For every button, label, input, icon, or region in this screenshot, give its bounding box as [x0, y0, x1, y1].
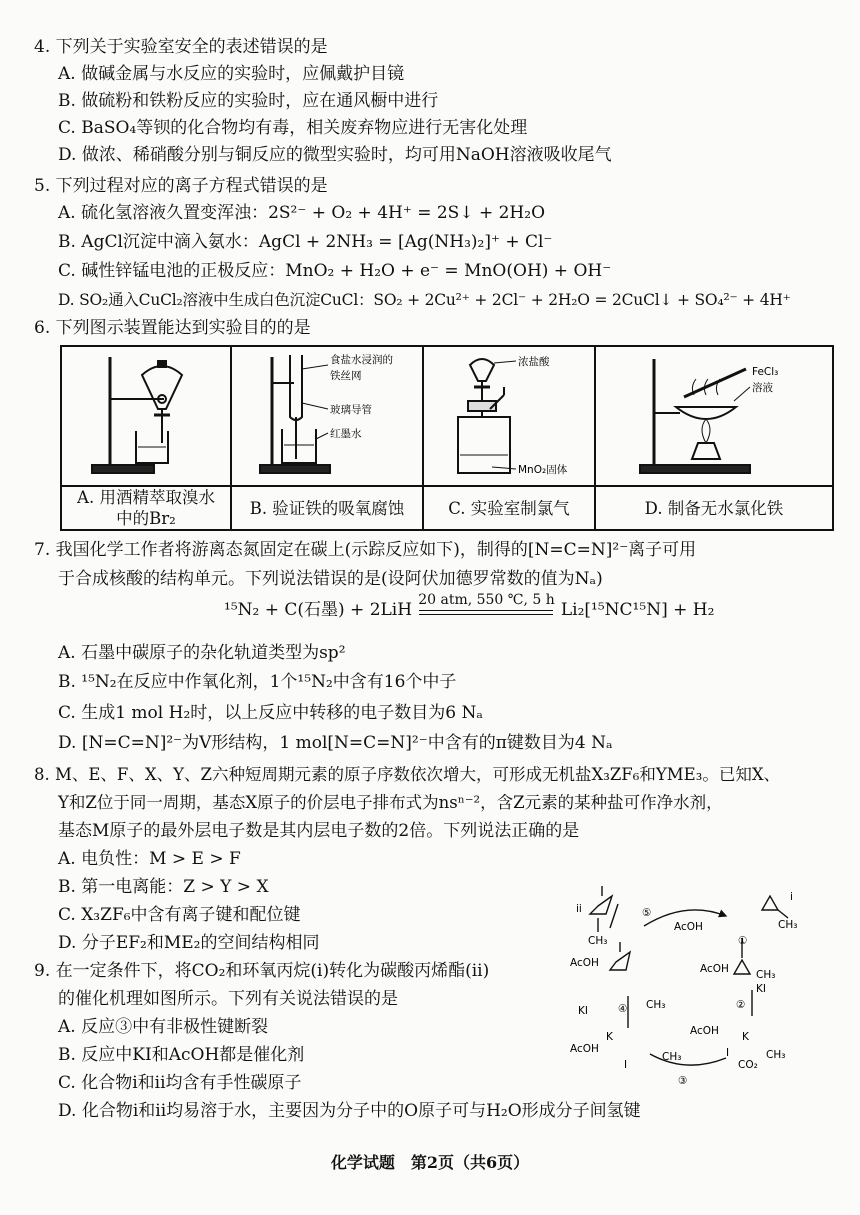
q5-option-a: A. 硫化氢溶液久置变浑浊：2S²⁻ + O₂ + 4H⁺ = 2S↓ + 2H₂O — [58, 203, 546, 223]
q8-stem-line1: 8. M、E、F、X、Y、Z六种短周期元素的原子序数依次增大，可形成无机盐X₃ZF₆和YME₃。已知X、 — [34, 765, 781, 784]
q5-option-d: D. SO₂通入CuCl₂溶液中生成白色沉淀CuCl：SO₂ + 2Cu²⁺ + 2Cl⁻ + 2H₂O = 2CuCl↓ + SO₄²⁻ + 4H⁺ — [58, 291, 791, 309]
catalytic-cycle-figure — [566, 878, 806, 1096]
equation-reactants: ¹⁵N₂ + C(石墨) + 2LiH — [224, 600, 413, 620]
caption-d: D. 制备无水氯化铁 — [595, 486, 833, 530]
label-mno2-solid: MnO₂固体 — [518, 464, 568, 476]
label-k-right: K — [742, 1031, 749, 1043]
page-footer: 化学试题 第2页（共6页） — [330, 1153, 530, 1172]
equation-products: Li₂[¹⁵NC¹⁵N] + H₂ — [560, 600, 715, 620]
label-solution: 溶液 — [752, 382, 773, 394]
step-5: ⑤ — [642, 907, 652, 919]
apparatus-c-figure — [423, 346, 595, 486]
apparatus-d-figure — [595, 346, 833, 486]
q7-option-a: A. 石墨中碳原子的杂化轨道类型为sp² — [58, 643, 346, 663]
caption-a-line2: 中的Br₂ — [116, 509, 176, 528]
label-ch3-i: CH₃ — [778, 919, 798, 931]
label-ch3-lower-right: CH₃ — [766, 1049, 786, 1061]
q7-option-d: D. [N=C=N]²⁻为V形结构，1 mol[N=C=N]²⁻中含有的π键数目为4 Nₐ — [58, 733, 613, 753]
q4-option-a: A. 做碱金属与水反应的实验时，应佩戴护目镜 — [58, 64, 405, 84]
step-1: ① — [738, 935, 748, 947]
q7-option-b: B. ¹⁵N₂在反应中作氧化剂，1个¹⁵N₂中含有16个中子 — [58, 672, 457, 692]
q4-stem: 4. 下列关于实验室安全的表述错误的是 — [34, 37, 328, 57]
label-i-left: I — [624, 1059, 628, 1071]
q5-stem: 5. 下列过程对应的离子方程式错误的是 — [34, 176, 328, 196]
label-acoh-lower-right: AcOH — [690, 1025, 719, 1037]
label-salt-water: 食盐水浸润的 — [330, 354, 393, 366]
q8-stem-line2: Y和Z位于同一周期，基态X原子的价层电子排布式为nsⁿ⁻²，含Z元素的某种盐可作净水剂， — [58, 793, 723, 812]
q5-option-b: B. AgCl沉淀中滴入氨水：AgCl + 2NH₃ = [Ag(NH₃)₂]⁺ + Cl⁻ — [58, 232, 553, 252]
separatory-funnel-apparatus-icon — [62, 347, 230, 481]
label-k-left: K — [606, 1031, 613, 1043]
q7-stem-line1: 7. 我国化学工作者将游离态氮固定在碳上(示踪反应如下)，制得的[N=C=N]²⁻离子可用 — [34, 540, 697, 560]
q9-stem-line1: 9. 在一定条件下，将CO₂和环氧丙烷(i)转化为碳酸丙烯酯(ii) — [34, 961, 490, 981]
q5-option-c: C. 碱性锌锰电池的正极反应：MnO₂ + H₂O + e⁻ = MnO(OH) + OH⁻ — [58, 261, 612, 281]
label-red-ink: 红墨水 — [330, 428, 362, 440]
label-ii: ii — [576, 903, 582, 915]
q9-option-c: C. 化合物i和ii均含有手性碳原子 — [58, 1073, 302, 1093]
q8-option-c: C. X₃ZF₆中含有离子键和配位键 — [58, 905, 301, 925]
label-ch3-left: CH₃ — [646, 999, 666, 1011]
apparatus-b-figure — [231, 346, 423, 486]
label-ch3-lower-mid: CH₃ — [662, 1051, 682, 1063]
caption-b: B. 验证铁的吸氧腐蚀 — [231, 486, 423, 530]
equation-arrow — [417, 592, 555, 623]
label-ch3-ii: CH₃ — [588, 935, 608, 947]
q9-stem-line2: 的催化机理如图所示。下列有关说法错误的是 — [58, 989, 398, 1009]
q9-option-d: D. 化合物i和ii均易溶于水，主要因为分子中的O原子可与H₂O形成分子间氢键 — [58, 1101, 641, 1121]
step-2: ② — [736, 999, 746, 1011]
label-i: i — [790, 891, 793, 903]
label-glass-tube: 玻璃导管 — [330, 404, 372, 416]
q9-option-b: B. 反应中KI和AcOH都是催化剂 — [58, 1045, 305, 1065]
label-ch3-right: CH₃ — [756, 969, 776, 981]
q7-equation — [224, 592, 715, 631]
q8-option-d: D. 分子EF₂和ME₂的空间结构相同 — [58, 933, 320, 953]
caption-c: C. 实验室制氯气 — [423, 486, 595, 530]
step-3: ③ — [678, 1075, 688, 1087]
caption-a-line1: A. 用酒精萃取溴水 — [77, 488, 215, 507]
label-acoh-top: AcOH — [674, 921, 703, 933]
label-ki-left: KI — [578, 1005, 588, 1017]
label-acoh-lower-left: AcOH — [570, 1043, 599, 1055]
q7-option-c: C. 生成1 mol H₂时，以上反应中转移的电子数目为6 Nₐ — [58, 703, 483, 723]
q8-option-b: B. 第一电离能：Z > Y > X — [58, 877, 269, 897]
label-i-right: I — [726, 1047, 730, 1059]
label-acoh-left: AcOH — [570, 957, 599, 969]
apparatus-table — [60, 345, 834, 531]
chlorine-generator-icon — [424, 347, 594, 481]
label-ki-right: KI — [756, 983, 766, 995]
q4-option-d: D. 做浓、稀硝酸分别与铜反应的微型实验时，均可用NaOH溶液吸收尾气 — [58, 145, 612, 165]
equation-condition: 20 atm, 550 ℃, 5 h — [418, 592, 555, 608]
step-4: ④ — [618, 1003, 628, 1015]
label-co2: CO₂ — [738, 1059, 758, 1071]
q4-option-b: B. 做硫粉和铁粉反应的实验时，应在通风橱中进行 — [58, 91, 439, 111]
label-iron-mesh: 铁丝网 — [330, 370, 362, 382]
caption-a — [61, 486, 231, 530]
iron-corrosion-apparatus-icon — [232, 347, 422, 481]
label-acoh-right: AcOH — [700, 963, 729, 975]
label-conc-hcl: 浓盐酸 — [518, 356, 550, 368]
apparatus-a-figure — [61, 346, 231, 486]
label-fecl3: FeCl₃ — [752, 366, 779, 378]
q6-stem: 6. 下列图示装置能达到实验目的的是 — [34, 318, 311, 338]
q8-option-a: A. 电负性：M > E > F — [58, 849, 241, 869]
q4-option-c: C. BaSO₄等钡的化合物均有毒，相关废弃物应进行无害化处理 — [58, 118, 528, 138]
evaporation-apparatus-icon — [596, 347, 832, 481]
q7-stem-line2: 于合成核酸的结构单元。下列说法错误的是(设阿伏加德罗常数的值为Nₐ) — [58, 569, 603, 589]
q9-option-a: A. 反应③中有非极性键断裂 — [58, 1017, 269, 1037]
q8-stem-line3: 基态M原子的最外层电子数是其内层电子数的2倍。下列说法正确的是 — [58, 821, 580, 841]
